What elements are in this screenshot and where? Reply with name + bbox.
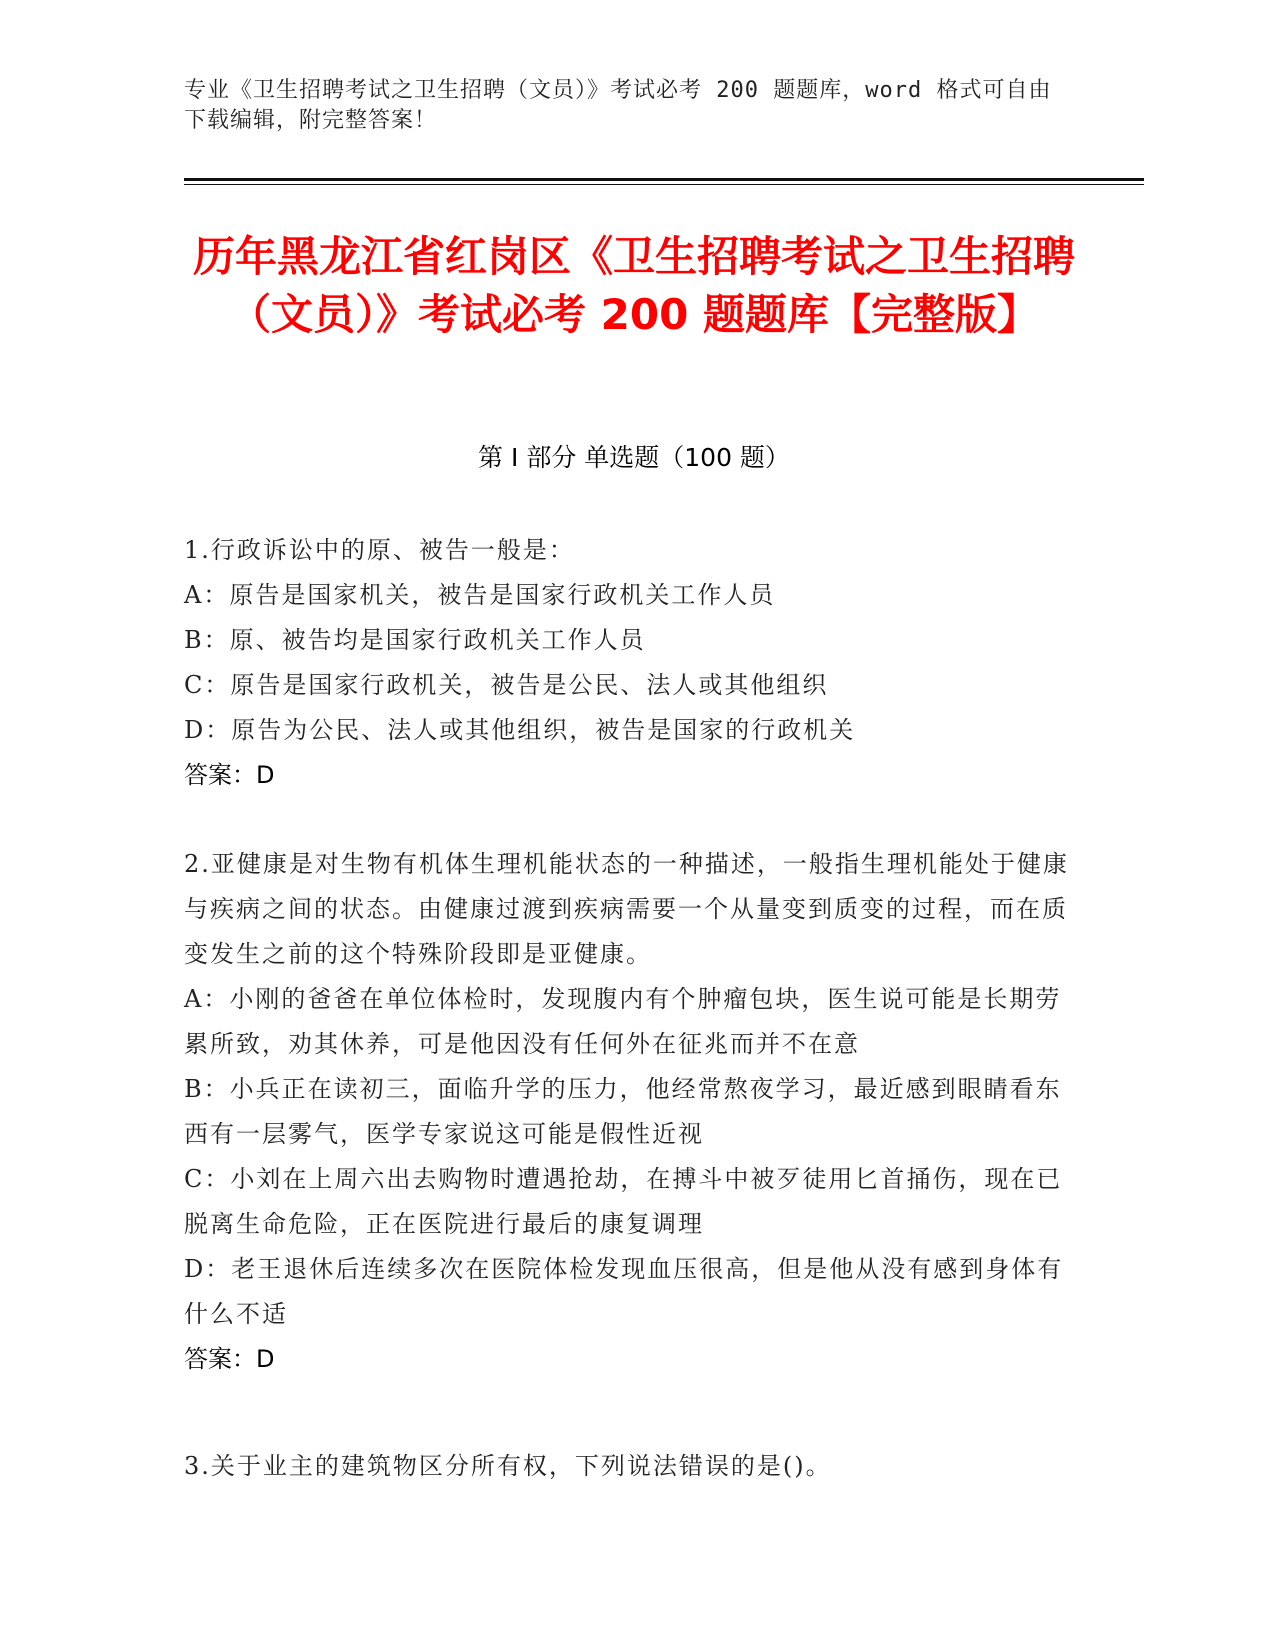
question-text: 1.行政诉讼中的原、被告一般是：: [184, 536, 575, 564]
question-1: [184, 528, 1074, 798]
option-a: A：原告是国家机关，被告是国家行政机关工作人员: [184, 581, 776, 609]
option-c: C：小刘在上周六出去购物时遭遇抢劫，在搏斗中被歹徒用匕首捅伤，现在已脱离生命危险，正在医院进行最后的康复调理: [184, 1165, 1063, 1238]
header-rule-thick: [184, 178, 1144, 181]
answer: 答案：D: [184, 1345, 275, 1373]
question-3: [184, 1444, 1074, 1489]
answer: 答案：D: [184, 761, 275, 789]
option-c: C：原告是国家行政机关，被告是公民、法人或其他组织: [184, 671, 829, 699]
header-note: 专业《卫生招聘考试之卫生招聘（文员）》考试必考 200 题题库，word 格式可自由下载编辑，附完整答案！: [184, 78, 1052, 133]
option-d: D：老王退休后连续多次在医院体检发现血压很高，但是他从没有感到身体有什么不适: [184, 1255, 1064, 1328]
question-text: 3.关于业主的建筑物区分所有权，下列说法错误的是()。: [184, 1452, 832, 1480]
question-text: 2.亚健康是对生物有机体生理机能状态的一种描述，一般指生理机能处于健康与疾病之间的状态。由健康过渡到疾病需要一个从量变到质变的过程，而在质变发生之前的这个特殊阶段即是亚健康。: [184, 850, 1069, 968]
header-rule-thin: [184, 184, 1144, 185]
section-heading: 第 I 部分 单选题（100 题）: [478, 443, 790, 472]
document-title: 历年黑龙江省红岗区《卫生招聘考试之卫生招聘（文员）》考试必考 200 题题库【完整版】: [192, 232, 1075, 339]
option-b: B：原、被告均是国家行政机关工作人员: [184, 626, 646, 654]
option-d: D：原告为公民、法人或其他组织，被告是国家的行政机关: [184, 716, 856, 744]
option-a: A：小刚的爸爸在单位体检时，发现腹内有个肿瘤包块，医生说可能是长期劳累所致，劝其休养，可是他因没有任何外在征兆而并不在意: [184, 985, 1062, 1058]
question-2: [184, 842, 1074, 1382]
option-b: B：小兵正在读初三，面临升学的压力，他经常熬夜学习，最近感到眼睛看东西有一层雾气，医学专家说这可能是假性近视: [184, 1075, 1062, 1148]
